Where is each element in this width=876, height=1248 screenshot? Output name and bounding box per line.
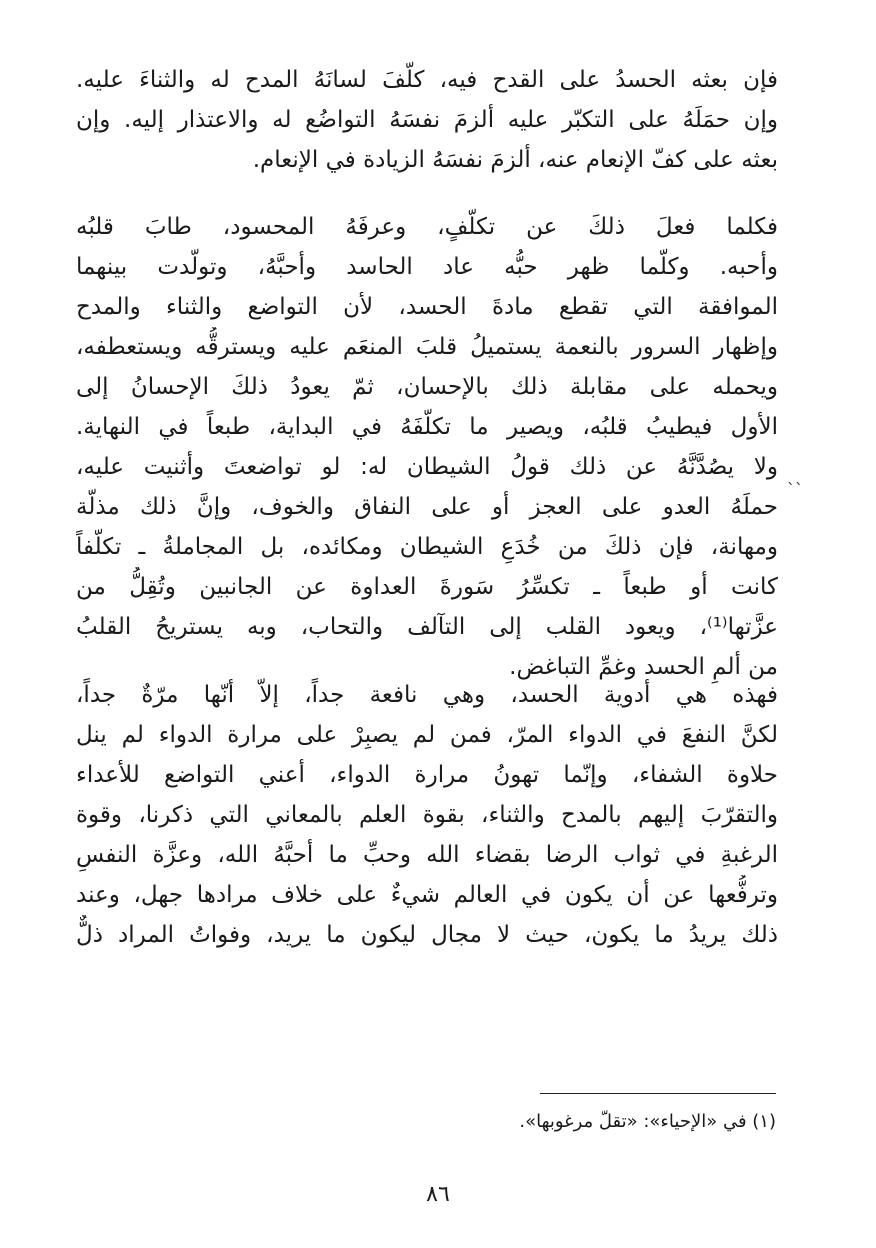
margin-mark: `` bbox=[787, 480, 803, 499]
text-line: ويحمله على مقابلة ذلك بالإحسان، ثمّ يعودُ ذلكَ الإحسانُ إلى bbox=[76, 374, 778, 400]
text-line: ولا يصُدَّنَّهُ عن ذلك قولُ الشيطان له: لو تواضعتَ وأثنيت عليه، bbox=[76, 454, 778, 480]
text-line: وترفُّعها عن أن يكون في العالم شيءٌ على خلاف مرادها جهل، وعند bbox=[76, 882, 778, 908]
paragraph-2 bbox=[76, 207, 778, 687]
text-line: وإن حمَلَهُ على التكبّر عليه ألزمَ نفسَهُ التواضُع له والاعتذار إليه. وإن bbox=[76, 107, 778, 133]
text-line: حلاوة الشفاء، وإنّما تهونُ مرارة الدواء، أعني التواضع للأعداء bbox=[76, 762, 778, 788]
text-line: حملَهُ العدو على العجز أو على النفاق والخوف، وإنَّ ذلك مذلّة bbox=[76, 494, 778, 520]
paragraph-3 bbox=[76, 675, 778, 955]
text-line: لكنَّ النفعَ في الدواء المرّ، فمن لم يصبِرْ على مرارة الدواء لم ينل bbox=[76, 722, 778, 748]
text-line: وإظهار السرور بالنعمة يستميلُ قلبَ المنعَم عليه ويسترقُّه ويستعطفه، bbox=[76, 334, 778, 360]
text-line: الأول فيطيبُ قلبُه، ويصير ما تكلّفَهُ في البداية، طبعاً في النهاية. bbox=[76, 414, 778, 440]
text-line: الرغبةِ في ثواب الرضا بقضاء الله وحبِّ ما أحبَّهُ الله، وعزَّة النفسِ bbox=[76, 842, 778, 868]
text-line: عزَّتها⁽¹⁾، ويعود القلب إلى التآلف والتحاب، وبه يستريحُ القلبُ bbox=[76, 614, 778, 640]
text-line: والتقرّبَ إليهم بالمدح والثناء، بقوة العلم بالمعاني التي ذكرنا، وقوة bbox=[76, 802, 778, 828]
text-line: فإن بعثه الحسدُ على القدح فيه، كلّفَ لسانَهُ المدح له والثناءَ عليه. bbox=[76, 67, 778, 93]
text-line: من ألمِ الحسد وغمِّ التباغض. bbox=[509, 654, 778, 680]
text-line: وأحبه. وكلّما ظهر حبُّه عاد الحاسد وأحبَّهُ، وتولّدت بينهما bbox=[76, 254, 778, 280]
text-line: ذلك يريدُ ما يكون، حيث لا مجال ليكون ما يريد، وفواتُ المراد ذلٌّ bbox=[76, 922, 778, 948]
text-line: الموافقة التي تقطع مادةَ الحسد، لأن التواضع والثناء والمدح bbox=[76, 294, 778, 320]
page-number: ٨٦ bbox=[426, 1182, 450, 1207]
text-line: بعثه على كفّ الإنعام عنه، ألزمَ نفسَهُ الزيادة في الإنعام. bbox=[252, 147, 778, 173]
text-line: فكلما فعلَ ذلكَ عن تكلّفٍ، وعرفَهُ المحسود، طابَ قلبُه bbox=[76, 214, 778, 240]
footnote: (١) في «الإحياء»: «تقلّ مرغوبها». bbox=[519, 1111, 776, 1132]
text-line: ومهانة، فإن ذلكَ من خُدَعِ الشيطان ومكائده، بل المجاملةُ ـ تكلّفاً bbox=[76, 534, 778, 560]
paragraph-1 bbox=[76, 60, 778, 180]
text-line: كانت أو طبعاً ـ تكسِّرُ سَورةَ العداوة عن الجانبين وتُقِلُّ من bbox=[76, 574, 778, 600]
footnote-divider bbox=[540, 1093, 776, 1094]
text-line: فهذه هي أدوية الحسد، وهي نافعة جداً، إلاّ أنّها مرّةٌ جداً، bbox=[76, 682, 778, 708]
